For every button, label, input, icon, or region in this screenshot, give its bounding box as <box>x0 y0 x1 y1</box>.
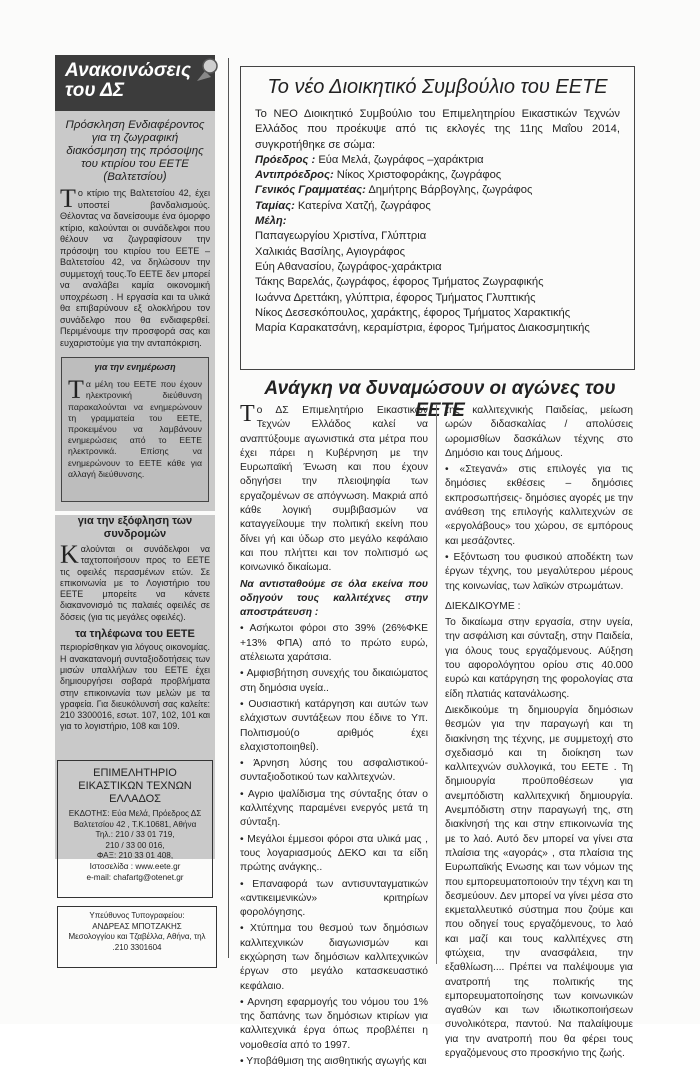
board-role: Αντιπρόεδρος: <box>255 169 334 182</box>
publisher-line: Τηλ.: 210 / 33 01 719, <box>95 830 175 840</box>
member-line: Χαλικιάς Βασίλης, Αγιογράφος <box>255 245 406 258</box>
phones-text: περιορίσθηκαν για λόγους οικονομίας. Η ανακατανομή συνταξιοδοτήσεις των μισών υπαλλήλων του ΕΕΤΕ έχει δημιουργήσει σοβαρά προβλήματα στην επικοινωνία των μελών με τα γραφεία. Για διευκόλυνσή σας καλείτε: 210 3300016, εσωτ. 107, 102, 101 και για το λογιστήριο, 108 και 109. <box>60 642 210 732</box>
bullet: • Μεγάλοι έμμεσοι φόροι στα υλικά μας , τους λογαριασμούς ΔΕΚΟ και τα είδη πρώτης ανάγκης.. <box>240 833 428 874</box>
sidebar-header-title: Ανακοινώσεις του ΔΣ <box>65 60 191 101</box>
notice-info-wrapper <box>55 349 215 511</box>
paragraph: Το δικαίωμα στην εργασία, στην υγεία, την ασφάλιση και σύνταξη, στην Παιδεία, για όλους τους εργαζόμενους. Αύξηση του αφορολόγητου ορίου στις 40.000 ευρώ και κατάργηση της φορολογίας στα είδη πλατιάς κατανάλωσης. <box>445 617 633 700</box>
invitation-body <box>60 184 210 349</box>
info-title: για την ενημέρωση <box>94 362 176 372</box>
bullet: • Αγριο ψαλίδισμα της σύνταξης όταν ο καλλιτέχνης παραμένει ενεργός μετά τη σύνταξη. <box>240 788 428 829</box>
paragraph-text: ο ΔΣ Επιμελητήριο Εικαστικών Τεχνών Ελλάδος καλεί να αναπτύξουμε αγωνιστικά στα μέτρα που έχει πάρει η Κυβέρνηση με την Ευρωπαϊκή Ένωση και που έχουν οδηγήσει την πλειοψηφία των εργαζομένων σε απόγνωση. Μακριά από κάθε λογική συμβιβασμών να καταγγείλουμε την πολιτική εκείνη που δίνει γή και ύδωρ στο μεγάλο κεφάλαιο και που πλήττει και τον πολιτισμό ως κοινωνικό δικαίωμα. <box>240 405 428 574</box>
article-struggles-title: Ανάγκη να δυναμώσουν οι αγώνες του ΕΕΤΕ <box>264 378 616 421</box>
publisher-box <box>57 760 213 898</box>
bullet: • Αμφισβήτηση συνεχής του δικαιώματος στη δημόσια υγεία.. <box>240 668 428 694</box>
board-row <box>255 199 620 214</box>
phones-title: τα τηλέφωνα του ΕΕΤΕ <box>75 628 195 641</box>
board-role: Μέλη: <box>255 215 287 228</box>
printer-line: Υπεύθυνος Τυπογραφείου: <box>89 911 185 920</box>
board-member: Κατερίνα Χατζή, ζωγράφος <box>294 199 431 212</box>
member-line: Ιωάννα Δρεττάκη, γλύπτρια, έφορος Τμήματος Γλυπτικής <box>255 291 536 304</box>
subheading: Να αντισταθούμε σε όλα εκείνα που οδηγούν τους καλλιτέχνες στην αποστράτευση : <box>240 578 428 619</box>
bullet: • Επαναφορά των αντισυνταγματικών «αντικειμενικών» κριτηρίων φορολόγησης. <box>240 878 428 919</box>
bullet: • «Στεγανά» στις επιλογές για τις δημόσιες εκθέσεις – δημόσιες εκπροσωπήσεις- δημόσιες αγορές με την ανάθεση της επιλογής καλλιτεχνών σε «εργολάβους» του χώρου, σε εμπόρους και μεσάζοντες. <box>445 464 633 547</box>
publisher-line: ΕΚΔΟΤΗΣ: Εύα Μελά, Πρόεδρος ΔΣ <box>68 809 202 818</box>
column-divider <box>436 404 437 964</box>
paragraph <box>240 401 428 576</box>
publisher-email: e-mail: chafartg@otenet.gr <box>86 872 184 882</box>
article-column-1 <box>240 401 428 1068</box>
board-role: Ταμίας: <box>255 199 295 212</box>
publisher-line: 210 / 33 00 016, <box>105 840 165 850</box>
member-line: Νίκος Δεσεσκόπουλος, χαράκτης, έφορος Τμήματος Χαρακτικής <box>255 306 571 319</box>
board-member: Δημήτρης Βάρβογλης, ζωγράφος <box>365 184 533 197</box>
bullet: • Υποβάθμιση της αισθητικής αγωγής και <box>240 1056 427 1068</box>
dues-text: αλούνται οι συνάδελφοι να ταχτοποιήσουν προς το ΕΕΤΕ τις οφειλές περασμένων ετών. Σε επικοινωνία με το Λογιστήριο του ΕΕΤΕ μπορείτε να κάνετε διακανονισμό τις παλαιές οφειλές σε δόσεις (για τις μεγάλες οφειλές). <box>60 544 210 622</box>
pushpin-icon <box>193 57 219 83</box>
bullet: • Αρνηση εφαρμογής του νόμου του 1% της δαπάνης των δημόσιων κτιρίων για καλλιτεχνικά έργα όπως προβλέπει η νομοθεσία από το 1997. <box>240 996 428 1051</box>
info-text: α μέλη του ΕΕΤΕ που έχουν ηλεκτρονική διεύθυνση παρακαλούνται να ενημερώνουν τη γραμματεία του ΕΕΤΕ, προκειμένου να λαμβάνουν ενημερώσεις από το ΕΕΤΕ ηλεκτρονικά. Επίσης να ενημερώνουν το ΕΕΤΕ κάθε για αλλαγή διεύθυνσης. <box>68 379 202 479</box>
article-new-board <box>240 66 635 370</box>
printer-address: Μεσολογγίου και Τζαβέλλα, Αθήνα, τηλ .210 3301604 <box>68 932 206 952</box>
dropcap: Τ <box>60 184 76 213</box>
notice-info <box>61 357 209 502</box>
bullet: • Ασήκωτοι φόροι στο 39% (26%ΦΚΕ +13% ΦΠΑ) από το πρώτο ευρώ, ατέλειωτα χαράτσια. <box>240 623 428 664</box>
paragraph: της καλλιτεχνικής Παιδείας, μείωση ωρών διδασκαλίας / απολύσεις ωρομισθίων δασκάλων τέχνης στο Δημόσιο και τους Δήμους. <box>445 405 633 459</box>
dues-body <box>60 540 210 623</box>
subheading: ΔΙΕΚΔΙΚΟΥΜΕ : <box>445 600 521 612</box>
bullet: • Άρνηση λύσης του ασφαλιστικού- συνταξιοδοτικού των καλλιτεχνών. <box>240 758 428 784</box>
paragraph: Διεκδικούμε τη δημιουργία δημόσιων θεσμών για την παραγωγή και τη διακίνηση της τέχνης, με συμμετοχή στο σχεδιασμό και τη διοίκηση των καλλιτεχνών συλλογικά, του ΕΕΤΕ . Τη δημιουργία προϋποθέσεων για ανεμπόδιστη καλλιτεχνική δημιουργία. Ανεμπόδιστη στην παραγωγή της, στη διακίνησή της και στην επικοινωνία της με το λαό. Αυτό δεν μπορεί να γίνει στα πλαίσια της «αγοράς» , στα πλαίσια της Ευρωπαϊκής Ενωσης και των νόμων της που εμπορευματοποιούν την τέχνη και τη δεσμεύουν. Δεν μπορεί να γίνει μέσα στο εκμεταλλευτικό σύστημα που ζούμε και που οδηγεί τους εργαζόμενους, το λαό και μαζί και τους καλλιτέχνες στη φτώχεια, την ανασφάλεια, την εξαθλίωση.... Πρέπει να παλέψουμε για ανατροπή της πολιτικής της εμπορευματοποίησης των κοινωνικών αγαθών και των ιδιωτικοποιήσεων συνολικότερα, παντού. Να παλαίψουμε για την ανατροπή που θα φέρει τους εργαζόμενους στο προσκήνιο της ζωής. <box>445 704 633 1060</box>
invitation-title: Πρόσκληση Ενδιαφέροντος για τη ζωγραφική διακόσμηση της πρόσοψης του κτιρίου του ΕΕΤΕ (Βαλτετσίου) <box>65 119 205 183</box>
member-line: Εύη Αθανασίου, ζωγράφος-χαράκτρια <box>255 260 442 273</box>
announcement-invitation <box>55 111 215 349</box>
article-column-2 <box>445 404 633 1060</box>
dropcap: Τ <box>240 401 255 427</box>
board-member: Νίκος Χριστοφοράκης, ζωγράφος <box>333 169 502 182</box>
dues-title: για την εξόφληση των συνδρομών <box>77 515 193 540</box>
column-divider <box>228 58 229 958</box>
dropcap: Κ <box>60 540 79 569</box>
article-title: Το νέο Διοικητικό Συμβούλιο του ΕΕΤΕ <box>267 76 608 98</box>
sidebar-header <box>55 55 215 111</box>
board-row <box>255 214 620 229</box>
member-line: Παπαγεωργίου Χριστίνα, Γλύπτρια <box>255 230 427 243</box>
article-intro: Το ΝΕΟ Διοικητικό Συμβούλιο του Επιμελητηρίου Εικαστικών Τεχνών Ελλάδος που προέκυψε από τις εκλογές της 11ης Μαΐου 2014, συγκροτήθηκε σε σώμα: <box>255 108 620 151</box>
member-line: Μαρία Καρακατσάνη, κεραμίστρια, έφορος Τμήματος Διακοσμητικής <box>255 322 590 335</box>
board-role: Γενικός Γραμματέας: <box>255 184 366 197</box>
publisher-website: Ιστοσελίδα : www.eete.gr <box>89 861 181 871</box>
bullet: • Ουσιαστική κατάργηση και αυτών των ελάχιστων συντάξεων που έδινε το Υπ. Πολιτισμού(ο αριθμός έχει ελαχιστοποιηθεί). <box>240 698 428 753</box>
publisher-title: ΕΠΙΜΕΛΗΤΗΡΙΟ ΕΙΚΑΣΤΙΚΩΝ ΤΕΧΝΩΝ ΕΛΛΑΔΟΣ <box>78 767 192 805</box>
board-row <box>255 183 620 198</box>
board-role: Πρόεδρος : <box>255 153 316 166</box>
bullet: • Χτύπημα του θεσμού των δημόσιων καλλιτεχνικών διαγωνισμών και εκχώρηση των δημόσιων καλλιτεχνικών έργων στο μεγάλο κατασκευαστικό κεφάλαιο. <box>240 923 428 992</box>
invitation-text: ο κτίριο της Βαλτετσίου 42, έχει υποστεί βανδαλισμούς. Θέλοντας να δανείσουμε ένα όμορφο κτίριο, καλούνται οι συνάδελφοι που θέλουν να ζωγραφίσουν την πρόσοψη του κτιρίου του ΕΕΤΕ –Βαλτετσίου 42, να δηλώσουν την συμμετοχή τους.Το ΕΕΤΕ δεν μπορεί να αναλάβει καμία οικονομική υποχρέωση . Η εργασία και τα υλικά θα επιβαρύνουν εξ ολοκλήρου τον συνάδελφο που θα ενδιαφερθεί. Περιμένουμε την προσφορά σας και ευχαριστούμε για την ανταπόκριση. <box>60 188 210 348</box>
member-line: Τάκης Βαρελάς, ζωγράφος, έφορος Τμήματος Ζωγραφικής <box>255 276 544 289</box>
bullet: • Εξόντωση του φυσικού αποδέκτη των έργων τέχνης, του μεγαλύτερου μέρους της κοινωνίας, των λαϊκών στρωμάτων. <box>445 551 633 592</box>
board-member: Εύα Μελά, ζωγράφος –χαράκτρια <box>315 153 484 166</box>
printer-name: ΑΝΔΡΕΑΣ ΜΠΟΤΖΑΚΗΣ <box>92 921 182 931</box>
board-row <box>255 153 620 168</box>
dropcap: Τ <box>68 375 84 405</box>
publisher-line: ΦΑΞ: 210 33 01 408, <box>96 851 174 861</box>
article-body <box>255 107 620 336</box>
printer-box <box>57 906 217 968</box>
publisher-line: Βαλτετσίου 42 , Τ.Κ.10681, Αθήνα <box>73 819 197 829</box>
board-row <box>255 168 620 183</box>
